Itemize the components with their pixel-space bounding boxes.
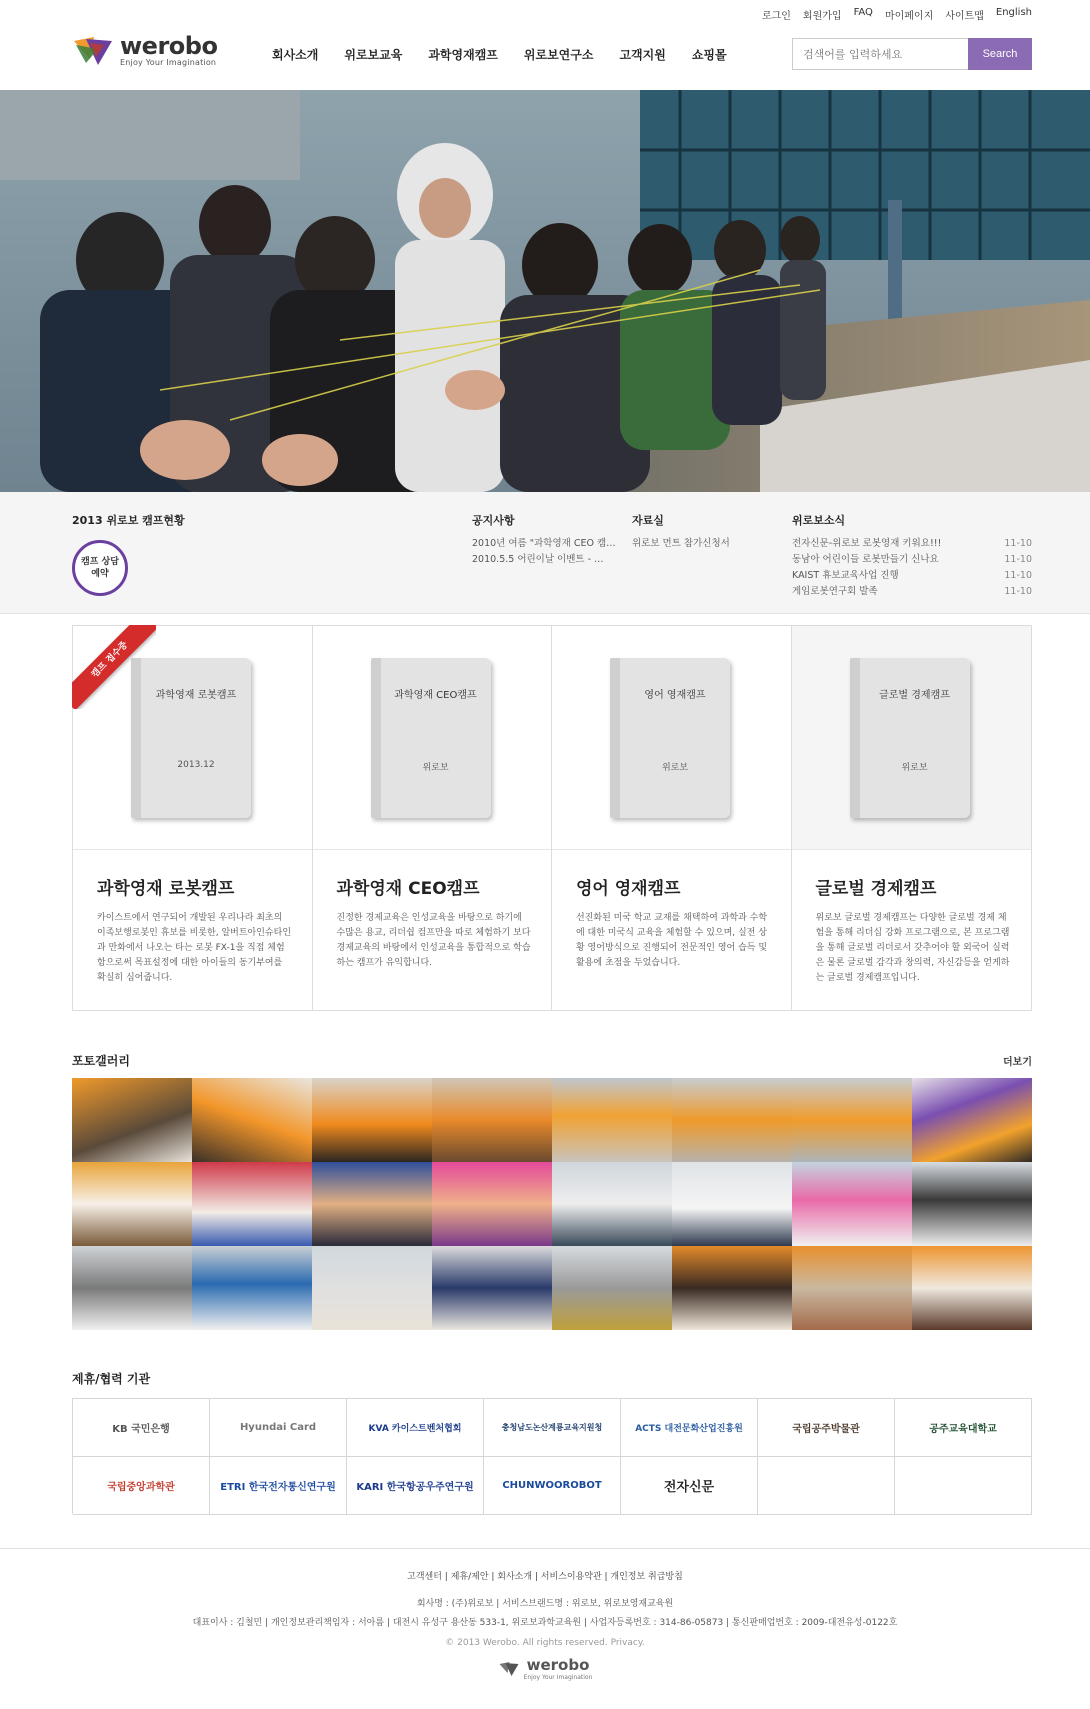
gallery-photo[interactable]	[912, 1246, 1032, 1330]
footer-logo	[498, 1656, 593, 1681]
book-title: 영어 영재캠프	[644, 690, 706, 701]
gallery-photo[interactable]	[312, 1246, 432, 1330]
footer-links[interactable]: 고객센터 | 제휴/제안 | 회사소개 | 서비스이용약관 | 개인정보 취급방침	[407, 1572, 683, 1582]
news-item-text: 게임로봇연구회 발족	[792, 586, 878, 597]
news-item-text: 동남아 어린이들 로봇만들기 신나요	[792, 554, 939, 565]
camp-cover-area	[552, 626, 791, 850]
partner-gongju-university-logo[interactable]: 공주교육대학교	[895, 1399, 1032, 1457]
gallery-photo[interactable]	[552, 1246, 672, 1330]
news-item-text: 전자신문-위로보 로봇영재 키워요!!!	[792, 538, 942, 549]
partner-kari-logo[interactable]: KARI 한국항공우주연구원	[347, 1457, 484, 1515]
camp-name: 과학영재 CEO캠프	[336, 879, 480, 899]
signup-link[interactable]: 회원가입	[802, 11, 842, 22]
gallery-photo[interactable]	[792, 1246, 912, 1330]
logo-tagline: Enjoy Your Imagination	[120, 58, 217, 67]
camp-card-global-economy[interactable]	[792, 626, 1032, 1010]
logo-wordmark	[120, 34, 217, 67]
gallery-photo[interactable]	[192, 1162, 312, 1246]
gallery-photo[interactable]	[672, 1162, 792, 1246]
copyright: © 2013 Werobo. All rights reserved. Privacy.	[445, 1638, 645, 1648]
book-title: 과학영재 CEO캠프	[394, 690, 477, 701]
gallery-photo[interactable]	[432, 1162, 552, 1246]
ribbon-label: 캠프 접수중	[72, 625, 156, 709]
gallery-photo[interactable]	[552, 1162, 672, 1246]
utility-links	[762, 7, 1032, 22]
partner-science-museum-logo[interactable]: 국립중앙과학관	[73, 1457, 210, 1515]
partners-title: 제휴/협력 기관	[72, 1372, 151, 1386]
news-item-date: 11-10	[1004, 586, 1032, 597]
book-title: 과학영재 로봇캠프	[155, 690, 237, 701]
search-button[interactable]: Search	[968, 38, 1032, 70]
camp-consult-button[interactable]: 캠프 상담예약	[72, 540, 128, 596]
gallery-photo[interactable]	[72, 1246, 192, 1330]
footer-logo-title: werobo	[526, 1656, 590, 1674]
camp-book-cover	[850, 658, 970, 818]
search-input[interactable]	[792, 38, 968, 70]
gallery-photo[interactable]	[792, 1078, 912, 1162]
nav-item-lab[interactable]: 위로보연구소	[523, 48, 594, 62]
search-box	[792, 38, 1032, 70]
partner-etri-logo[interactable]: ETRI 한국전자통신연구원	[210, 1457, 347, 1515]
gallery-more-link[interactable]: 더보기	[1003, 1057, 1032, 1068]
gallery-photo[interactable]	[432, 1078, 552, 1162]
footer-company-info: 회사명 : (주)위로보 | 서비스브랜드명 : 위로보, 위로보영재교육원	[416, 1599, 674, 1609]
camp-cover-area	[313, 626, 552, 850]
nav-item-company[interactable]: 회사소개	[272, 48, 319, 62]
gallery-photo[interactable]	[72, 1162, 192, 1246]
gallery-photo[interactable]	[312, 1162, 432, 1246]
partner-empty-cell	[895, 1457, 1032, 1515]
gallery-photo[interactable]	[672, 1246, 792, 1330]
camp-card-english[interactable]	[552, 626, 792, 1010]
footer	[0, 1548, 1090, 1709]
main-nav	[272, 46, 727, 63]
news-item-date: 11-10	[1004, 554, 1032, 565]
logo[interactable]	[72, 34, 217, 67]
news-item-date: 11-10	[1004, 570, 1032, 581]
partner-acts-logo[interactable]: ACTS 대전문화산업진흥원	[621, 1399, 758, 1457]
hero-photo-children-launching-gliders	[0, 90, 1090, 492]
gallery-photo[interactable]	[432, 1246, 552, 1330]
header	[0, 0, 1090, 90]
partner-logo-grid	[72, 1398, 1032, 1514]
footer-logo-tagline: Enjoy Your Imagination	[523, 1674, 593, 1681]
mypage-link[interactable]: 마이페이지	[884, 11, 934, 22]
book-subtitle: 위로보	[901, 763, 928, 773]
gallery-photo[interactable]	[192, 1246, 312, 1330]
book-subtitle: 위로보	[661, 763, 689, 773]
data-room-list	[632, 536, 772, 552]
info-band	[0, 492, 1090, 614]
gallery-photo[interactable]	[552, 1078, 672, 1162]
sitemap-link[interactable]: 사이트맵	[945, 11, 984, 22]
book-subtitle: 위로보	[422, 763, 449, 773]
gallery-photo[interactable]	[312, 1078, 432, 1162]
camp-description: 진정한 경제교육은 인성교육을 바탕으로 하기에 수많은 용교, 리더쉽 컴프만을 따로 체험하기 보다 경제교육의 바탕에서 인성교육을 통합적으로 학습하는 캠프가 유익합니다.	[336, 913, 531, 968]
partner-etnews-logo[interactable]: 전자신문	[621, 1457, 758, 1515]
book-subtitle: 2013.12	[177, 760, 215, 770]
news-item[interactable]	[792, 568, 1032, 584]
news-list	[792, 536, 1032, 600]
camp-open-ribbon	[72, 625, 156, 709]
nav-item-shop[interactable]: 쇼핑몰	[691, 48, 727, 62]
camp-description: 카이스트에서 연구되어 개발된 우리나라 최초의 이족보행로봇인 휴보를 비롯한, 알버트아인슈타인과 만화에서 나오는 타는 로봇 FX-1을 직접 체험함으로써 목표설정에 대한 아이들의 동기부여를 확실히 심어줍니다.	[97, 913, 292, 983]
gallery-photo[interactable]	[72, 1078, 192, 1162]
gallery-photo[interactable]	[912, 1078, 1032, 1162]
camp-name: 과학영재 로봇캠프	[97, 879, 235, 899]
partner-chunwoo-robot-logo[interactable]: CHUNWOOROBOT	[484, 1457, 621, 1515]
camp-cover-area	[792, 626, 1032, 850]
gallery-title: 포토갤러리	[72, 1054, 130, 1068]
nav-item-education[interactable]: 위로보교육	[344, 48, 403, 62]
photo-gallery-grid	[72, 1078, 1032, 1330]
news-item[interactable]	[792, 536, 1032, 552]
news-item-date: 11-10	[1004, 538, 1032, 549]
camp-description: 위로보 글로벌 경제캠프는 다양한 글로벌 경제 체험을 통해 리더십 강화 프로그램으로, 본 프로그램을 통해 글로벌 리더로서 갖추어야 할 외국어 실력은 물론 글로벌 감각과 창의력, 자신감등을 얻게하는 글로벌 경제캠프입니다.	[815, 913, 1010, 983]
news-item[interactable]	[792, 552, 1032, 568]
camp-description: 선진화된 미국 학교 교재를 채택하여 과학과 수학에 대한 미국식 교육을 체험할 수 있으며, 실전 상황 영어방식으로 진행되어 전문적인 영어 습득 및 활용에 초점을 두었습니다.	[576, 913, 768, 968]
partner-kva-logo[interactable]: KVA 카이스트벤처협회	[347, 1399, 484, 1457]
partner-hyundai-card-logo[interactable]: Hyundai Card	[210, 1399, 347, 1457]
nav-item-support[interactable]: 고객지원	[619, 48, 666, 62]
english-link[interactable]: English	[995, 7, 1032, 18]
notice-item[interactable]: 2010.5.5 어린이날 이벤트 - …	[472, 554, 604, 565]
logo-title: werobo	[120, 32, 218, 60]
logo-mark-icon	[72, 35, 114, 67]
gallery-photo[interactable]	[912, 1162, 1032, 1246]
camp-name: 영어 영재캠프	[576, 879, 681, 899]
camp-name: 글로벌 경제캠프	[815, 879, 937, 899]
partner-empty-cell	[758, 1457, 895, 1515]
camp-card-ceo[interactable]	[313, 626, 553, 1010]
partner-education-office-logo[interactable]: 충청남도논산계룡교육지원청	[484, 1399, 621, 1457]
news-item[interactable]	[792, 584, 1032, 600]
news-item-text: KAIST 휴보교육사업 진행	[792, 570, 899, 581]
notice-title[interactable]: 공지사항	[472, 514, 515, 527]
camp-status-title: 2013 위로보 캠프현황	[72, 514, 185, 527]
faq-link[interactable]: FAQ	[853, 7, 873, 18]
notice-item[interactable]: 2010년 여름 "과학영재 CEO 캠…	[472, 538, 616, 549]
partner-gongju-museum-logo[interactable]: 국립공주박물관	[758, 1399, 895, 1457]
footer-address-info: 대표이사 : 김철민 | 개인정보관리책임자 : 서아름 | 대전시 유성구 용산동 533-1, 위로보과학교육원 | 사업자등록번호 : 314-86-05873 | 통신판매업번호 : 2009-대전유성-0122호	[192, 1618, 898, 1628]
data-room-item[interactable]: 위로보 먼트 참가신청서	[632, 538, 730, 549]
gallery-photo[interactable]	[192, 1078, 312, 1162]
camp-book-cover	[371, 658, 491, 818]
gallery-photo[interactable]	[672, 1078, 792, 1162]
notice-list	[472, 536, 617, 568]
data-room-title[interactable]: 자료실	[632, 514, 664, 527]
footer-logo-mark-icon	[498, 1661, 520, 1677]
login-link[interactable]: 로그인	[761, 11, 791, 22]
hero-image	[0, 90, 1090, 492]
news-title[interactable]: 위로보소식	[792, 514, 846, 527]
camp-cards	[72, 625, 1032, 1011]
nav-item-science-camp[interactable]: 과학영재캠프	[428, 48, 498, 62]
camp-book-cover	[610, 658, 730, 818]
book-title: 글로벌 경제캠프	[879, 690, 950, 701]
gallery-photo[interactable]	[792, 1162, 912, 1246]
partner-kb-bank-logo[interactable]: KB 국민은행	[73, 1399, 210, 1457]
